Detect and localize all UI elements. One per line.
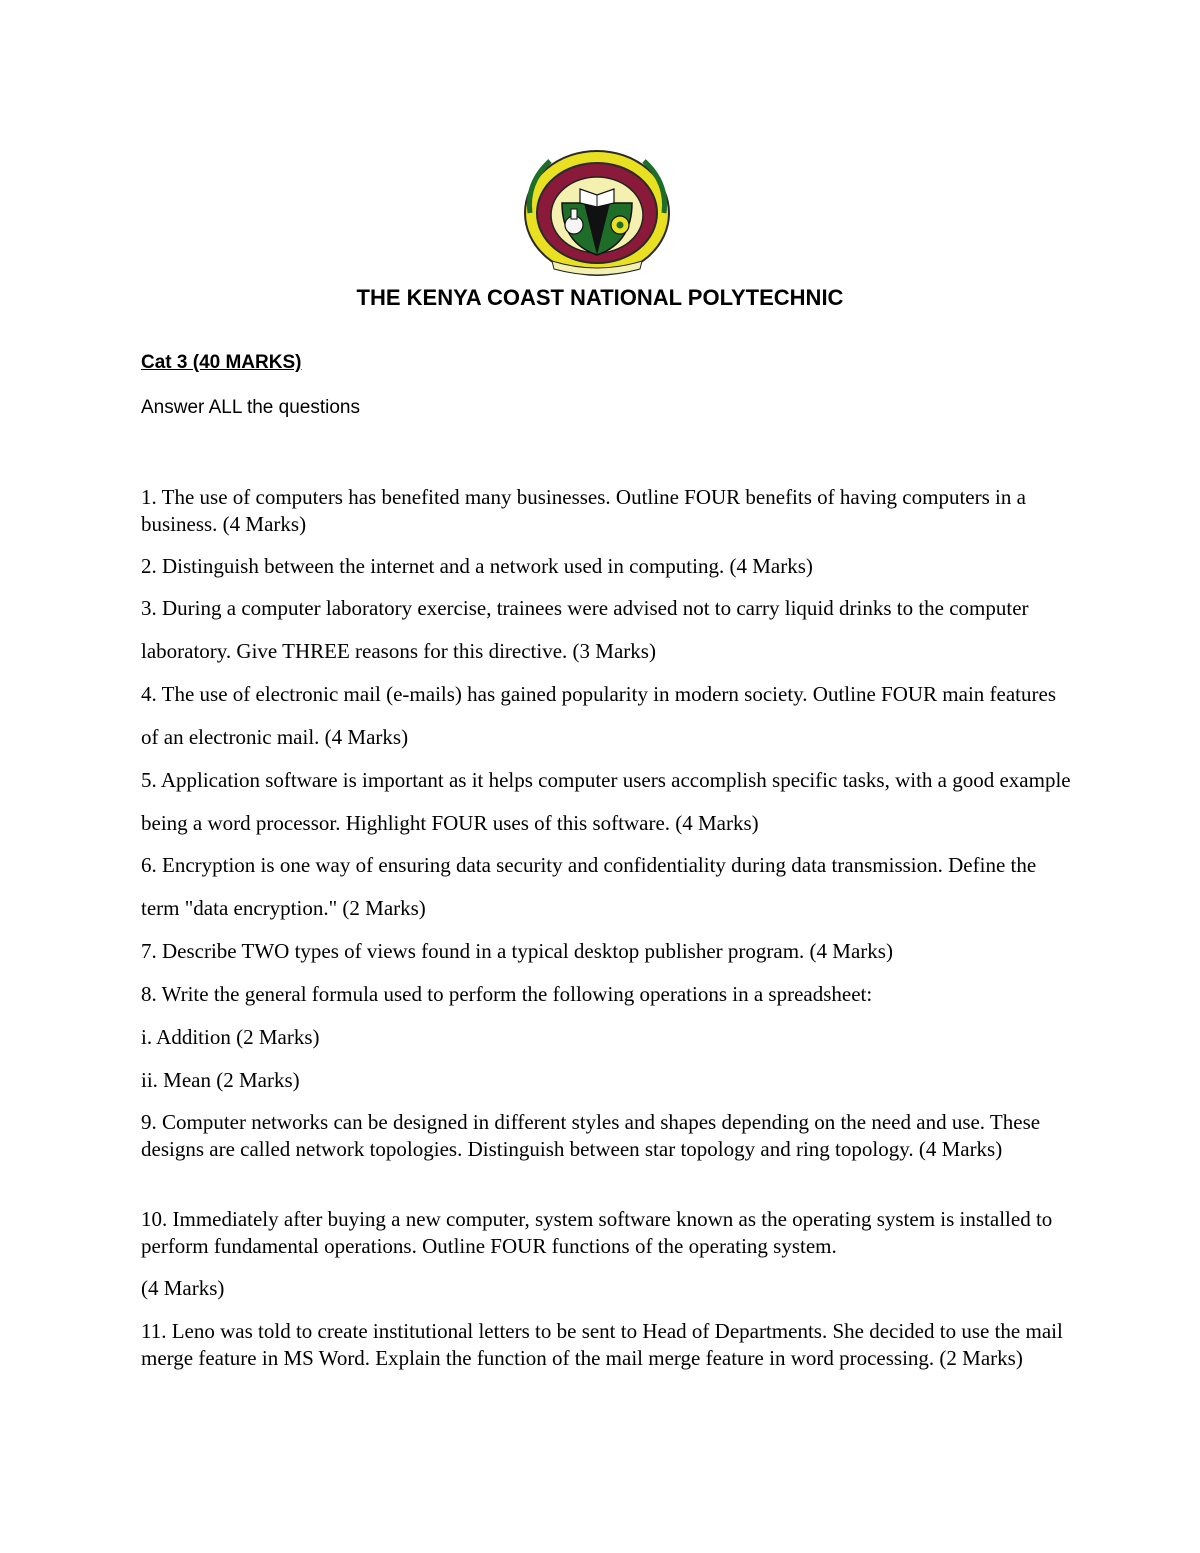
polytechnic-logo: [522, 143, 672, 277]
question-4: 4. The use of electronic mail (e-mails) has gained popularity in modern society. Outline FOUR main features of an electronic mail. (4 Marks): [141, 682, 1056, 749]
question-7: 7. Describe TWO types of views found in a typical desktop publisher program. (4 Marks): [141, 939, 893, 963]
question-6: 6. Encryption is one way of ensuring data security and confidentiality during data transmission. Define the term "data encryption." (2 Marks): [141, 853, 1037, 920]
question-8-part-ii: ii. Mean (2 Marks): [141, 1068, 300, 1092]
question-10-marks: (4 Marks): [141, 1276, 225, 1300]
instructions: Answer ALL the questions: [141, 397, 360, 418]
question-2: 2. Distinguish between the internet and a network used in computing. (4 Marks): [141, 554, 813, 578]
question-10: 10. Immediately after buying a new computer, system software known as the operating system is installed to perform fundamental operations. Outline FOUR functions of the operating system.: [141, 1207, 1053, 1258]
question-8: 8. Write the general formula used to perform the following operations in a spreadsheet:: [141, 982, 873, 1006]
cat-heading: Cat 3 (40 MARKS): [141, 352, 302, 373]
question-8-part-i: i. Addition (2 Marks): [141, 1025, 320, 1049]
question-5: 5. Application software is important as it helps computer users accomplish specific tasks, with a good example being a word processor. Highlight FOUR uses of this software. (4 Marks): [141, 768, 1071, 835]
question-9: 9. Computer networks can be designed in different styles and shapes depending on the need and use. These designs are called network topologies. Distinguish between star topology and ring topology. (4 Marks): [141, 1110, 1041, 1161]
question-3: 3. During a computer laboratory exercise, trainees were advised not to carry liquid drinks to the computer laboratory. Give THREE reasons for this directive. (3 Marks): [141, 596, 1029, 663]
institution-title: THE KENYA COAST NATIONAL POLYTECHNIC: [356, 285, 844, 310]
question-11: 11. Leno was told to create institutional letters to be sent to Head of Departments. She decided to use the mail merge feature in MS Word. Explain the function of the mail merge feature in word processing. (2 Marks): [141, 1319, 1063, 1370]
question-1: 1. The use of computers has benefited many businesses. Outline FOUR benefits of having computers in a business. (4 Marks): [141, 485, 1026, 536]
